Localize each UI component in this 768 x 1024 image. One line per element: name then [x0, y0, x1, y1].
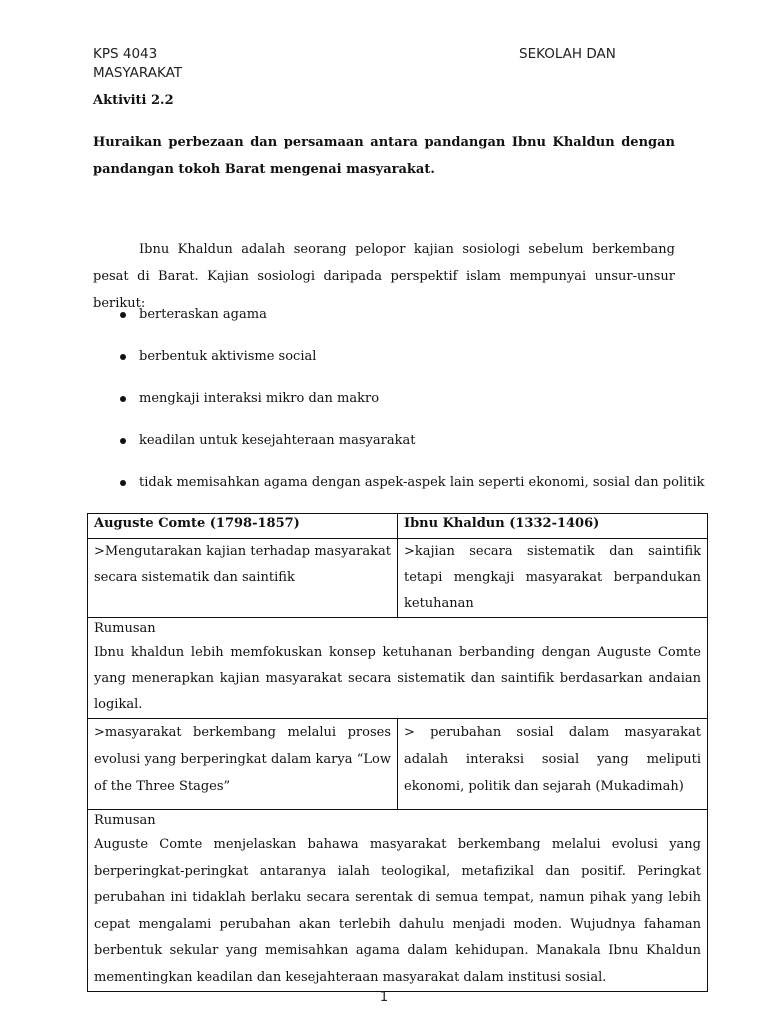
- bullet-item: keadilan untuk kesejahteraan masyarakat: [93, 428, 705, 470]
- comparison-table: [87, 513, 708, 992]
- summary-label: Rumusan: [94, 621, 156, 636]
- summary-text: Auguste Comte menjelaskan bahawa masyarakat berkembang melalui evolusi yang berperingkat-peringkat antaranya ialah teologikal, metafizikal dan positif. Peringkat perubahan ini tidaklah berlaku secara serentak di semua tempat, namun pihak yang lebih cepat mengalami perubahan akan terlebih dahulu menjadi moden. Wujudnya fahaman berbentuk sekular yang memisahkan agama dalam kehidupan. Manakala Ibnu Khaldun mementingkan keadilan dan kesejahteraan masyarakat dalam institusi sosial.: [94, 837, 701, 985]
- header-cell-khaldun: Ibnu Khaldun (1332-1406): [398, 514, 708, 539]
- bullet-item: mengkaji interaksi mikro dan makro: [93, 386, 705, 428]
- course-name-line1: SEKOLAH DAN: [519, 46, 616, 62]
- table-row: [88, 719, 708, 810]
- bullet-item: berteraskan agama: [93, 302, 705, 344]
- activity-title: Aktiviti 2.2: [93, 93, 174, 108]
- summary-cell-1: [88, 618, 708, 719]
- cell-khaldun-2: > perubahan sosial dalam masyarakat adalah interaksi sosial yang meliputi ekonomi, politik dan sejarah (Mukadimah): [398, 719, 708, 810]
- header-cell-comte: Auguste Comte (1798-1857): [88, 514, 398, 539]
- page-number: 1: [379, 990, 389, 1005]
- question-text: Huraikan perbezaan dan persamaan antara pandangan Ibnu Khaldun dengan pandangan tokoh Barat mengenai masyarakat.: [93, 135, 675, 177]
- bullet-item: tidak memisahkan agama dengan aspek-aspek lain seperti ekonomi, sosial dan politik: [93, 470, 705, 512]
- summary-text: Ibnu khaldun lebih memfokuskan konsep ketuhanan berbanding dengan Auguste Comte yang menerapkan kajian masyarakat secara sistematik dan saintifik berdasarkan andaian logikal.: [94, 645, 701, 712]
- summary-row: [88, 618, 708, 719]
- summary-cell-2: [88, 810, 708, 992]
- table-row: [88, 539, 708, 618]
- cell-khaldun-1: >kajian secara sistematik dan saintifik tetapi mengkaji masyarakat berpandukan ketuhanan: [398, 539, 708, 618]
- cell-comte-2: >masyarakat berkembang melalui proses evolusi yang berperingkat dalam karya “Low of the Three Stages”: [88, 719, 398, 810]
- table-header-row: [88, 514, 708, 539]
- intro-paragraph: Ibnu Khaldun adalah seorang pelopor kajian sosiologi sebelum berkembang pesat di Barat. Kajian sosiologi daripada perspektif islam mempunyai unsur-unsur berikut:: [93, 242, 675, 311]
- bullet-list: [93, 302, 705, 512]
- bullet-item: berbentuk aktivisme social: [93, 344, 705, 386]
- summary-row: [88, 810, 708, 992]
- course-name-line2: MASYARAKAT: [93, 65, 183, 81]
- summary-label: Rumusan: [94, 813, 156, 828]
- course-code: KPS 4043: [93, 46, 158, 62]
- cell-comte-1: >Mengutarakan kajian terhadap masyarakat secara sistematik dan saintifik: [88, 539, 398, 618]
